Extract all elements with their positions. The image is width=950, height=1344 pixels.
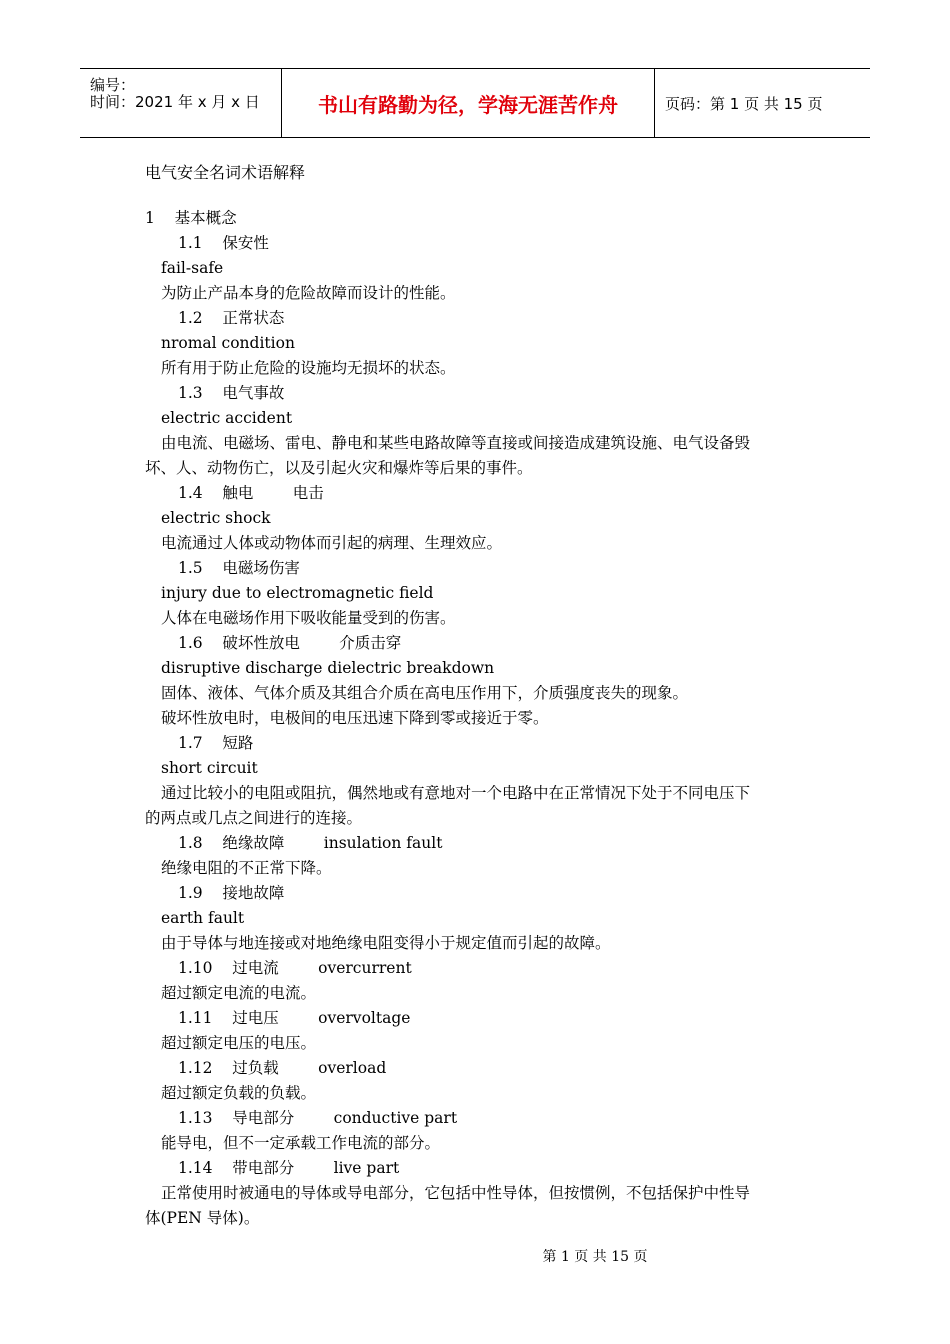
- term-definition: 为防止产品本身的危险故障而设计的性能。: [161, 284, 456, 302]
- term-heading: 1.2 正常状态: [178, 309, 285, 327]
- term-heading: 1.6 破坏性放电 介质击穿: [178, 634, 402, 652]
- term-definition: 的两点或几点之间进行的连接。: [145, 809, 363, 827]
- term-english: injury due to electromagnetic field: [161, 584, 434, 602]
- term-heading: 1.13 导电部分 conductive part: [178, 1109, 458, 1127]
- term-english: disruptive discharge dielectric breakdown: [161, 659, 495, 677]
- page-footer: 第 1 页 共 15 页: [542, 1249, 648, 1265]
- term-english: electric shock: [161, 509, 271, 527]
- term-definition: 由于导体与地连接或对地绝缘电阻变得小于规定值而引起的故障。: [161, 934, 611, 952]
- term-definition: 所有用于防止危险的设施均无损坏的状态。: [161, 359, 456, 377]
- term-definition: 正常使用时被通电的导体或导电部分，它包括中性导体，但按惯例，不包括保护中性导: [161, 1184, 751, 1202]
- term-heading: 1 基本概念: [145, 209, 237, 227]
- header-page-label: 页码：第 1 页 共 15 页: [665, 94, 823, 113]
- term-heading: 1.3 电气事故: [178, 384, 285, 402]
- header-motto: 书山有路勤为径，学海无涯苦作舟: [282, 69, 655, 137]
- term-definition: 通过比较小的电阻或阻抗，偶然地或有意地对一个电路中在正常情况下处于不同电压下: [161, 784, 751, 802]
- term-definition: 超过额定电流的电流。: [161, 984, 317, 1002]
- term-english: nromal condition: [161, 334, 295, 352]
- term-heading: 1.12 过负载 overload: [178, 1059, 387, 1077]
- term-definition: 超过额定电压的电压。: [161, 1034, 317, 1052]
- term-english: short circuit: [161, 759, 258, 777]
- header-meta-cell: [80, 69, 282, 137]
- page-header: [80, 68, 870, 138]
- term-definition: 破坏性放电时，电极间的电压迅速下降到零或接近于零。: [161, 709, 549, 727]
- term-definition: 绝缘电阻的不正常下降。: [161, 859, 332, 877]
- document-date-label: 时间：2021 年 x 月 x 日: [90, 93, 260, 111]
- term-definition: 坏、人、动物伤亡，以及引起火灾和爆炸等后果的事件。: [145, 459, 533, 477]
- term-english: electric accident: [161, 409, 293, 427]
- document-number-label: 编号：: [90, 76, 136, 94]
- document-title: 电气安全名词术语解释: [145, 163, 306, 182]
- term-english: earth fault: [161, 909, 245, 927]
- term-definition: 人体在电磁场作用下吸收能量受到的伤害。: [161, 609, 456, 627]
- term-heading: 1.14 带电部分 live part: [178, 1159, 400, 1177]
- term-definition: 固体、液体、气体介质及其组合介质在高电压作用下，介质强度丧失的现象。: [161, 684, 689, 702]
- term-definition: 由电流、电磁场、雷电、静电和某些电路故障等直接或间接造成建筑设施、电气设备毁: [161, 434, 751, 452]
- term-heading: 1.10 过电流 overcurrent: [178, 959, 412, 977]
- term-heading: 1.8 绝缘故障 insulation fault: [178, 834, 443, 852]
- header-page-cell: [655, 69, 870, 137]
- term-heading: 1.9 接地故障: [178, 884, 285, 902]
- term-heading: 1.1 保安性: [178, 234, 269, 252]
- document-body: [0, 206, 950, 1231]
- term-heading: 1.5 电磁场伤害: [178, 559, 300, 577]
- term-definition: 电流通过人体或动物体而引起的病理、生理效应。: [161, 534, 503, 552]
- term-heading: 1.7 短路: [178, 734, 254, 752]
- term-definition: 体(PEN 导体)。: [145, 1209, 260, 1227]
- term-english: fail-safe: [161, 259, 224, 277]
- term-heading: 1.4 触电 电击: [178, 484, 324, 502]
- term-heading: 1.11 过电压 overvoltage: [178, 1009, 411, 1027]
- term-definition: 能导电，但不一定承载工作电流的部分。: [161, 1134, 441, 1152]
- term-definition: 超过额定负载的负载。: [161, 1084, 317, 1102]
